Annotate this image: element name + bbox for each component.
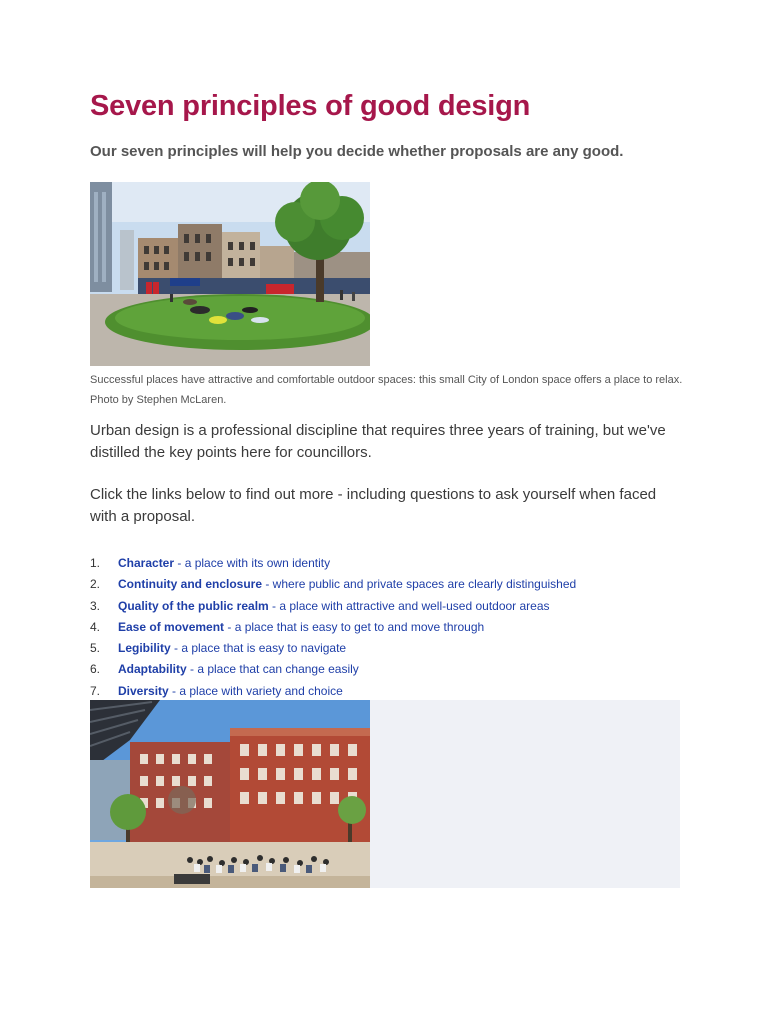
principle-description[interactable]: - a place that is easy to navigate: [170, 641, 347, 656]
page-title: Seven principles of good design: [90, 90, 531, 122]
principle-link[interactable]: Adaptability: [118, 662, 187, 677]
principle-link[interactable]: Legibility: [118, 641, 171, 656]
photo-brick-plaza: [90, 700, 370, 888]
principle-continuity[interactable]: [90, 574, 690, 595]
principle-public-realm[interactable]: [90, 596, 690, 617]
photo-city-square: [90, 182, 370, 366]
list-number: 2.: [90, 577, 101, 592]
principle-description[interactable]: - a place with variety and choice: [168, 683, 343, 698]
principle-character[interactable]: [90, 553, 690, 574]
list-number: 4.: [90, 619, 101, 634]
intro-paragraph: Urban design is a professional discipline that requires three years of training, but we've distilled the key points here for councillors.: [90, 422, 666, 461]
grey-panel: [370, 700, 680, 888]
principle-description[interactable]: - a place that is easy to get to and move through: [224, 619, 485, 634]
principle-link[interactable]: Diversity: [118, 683, 169, 698]
principle-description[interactable]: - a place that can change easily: [186, 662, 359, 677]
principle-legibility[interactable]: [90, 638, 690, 659]
principle-link[interactable]: Ease of movement: [118, 619, 225, 634]
principle-diversity[interactable]: [90, 681, 690, 702]
list-number: 6.: [90, 662, 101, 677]
principle-link[interactable]: Character: [118, 556, 175, 570]
list-number: 1.: [90, 556, 101, 570]
principle-link[interactable]: Quality of the public realm: [118, 598, 269, 613]
lead-text: Our seven principles will help you decide whether proposals are any good.: [90, 143, 624, 160]
instructions-paragraph: Click the links below to find out more - including questions to ask yourself when faced with a proposal.: [90, 486, 657, 525]
principle-description[interactable]: - a place with attractive and well-used outdoor areas: [268, 598, 550, 613]
principle-ease-of-movement[interactable]: [90, 617, 690, 638]
list-number: 3.: [90, 598, 101, 613]
principles-list: [90, 553, 690, 702]
list-number: 7.: [90, 683, 101, 698]
photo-caption: Successful places have attractive and comfortable outdoor spaces: this small City of London space offers a place to relax. Photo by Stephen McLaren.: [90, 374, 683, 406]
principle-description[interactable]: - a place with its own identity: [174, 556, 331, 570]
principle-adaptability[interactable]: [90, 659, 690, 680]
principle-link[interactable]: Continuity and enclosure: [118, 577, 263, 592]
list-number: 5.: [90, 641, 101, 656]
principle-description[interactable]: - where public and private spaces are clearly distinguished: [262, 577, 577, 592]
